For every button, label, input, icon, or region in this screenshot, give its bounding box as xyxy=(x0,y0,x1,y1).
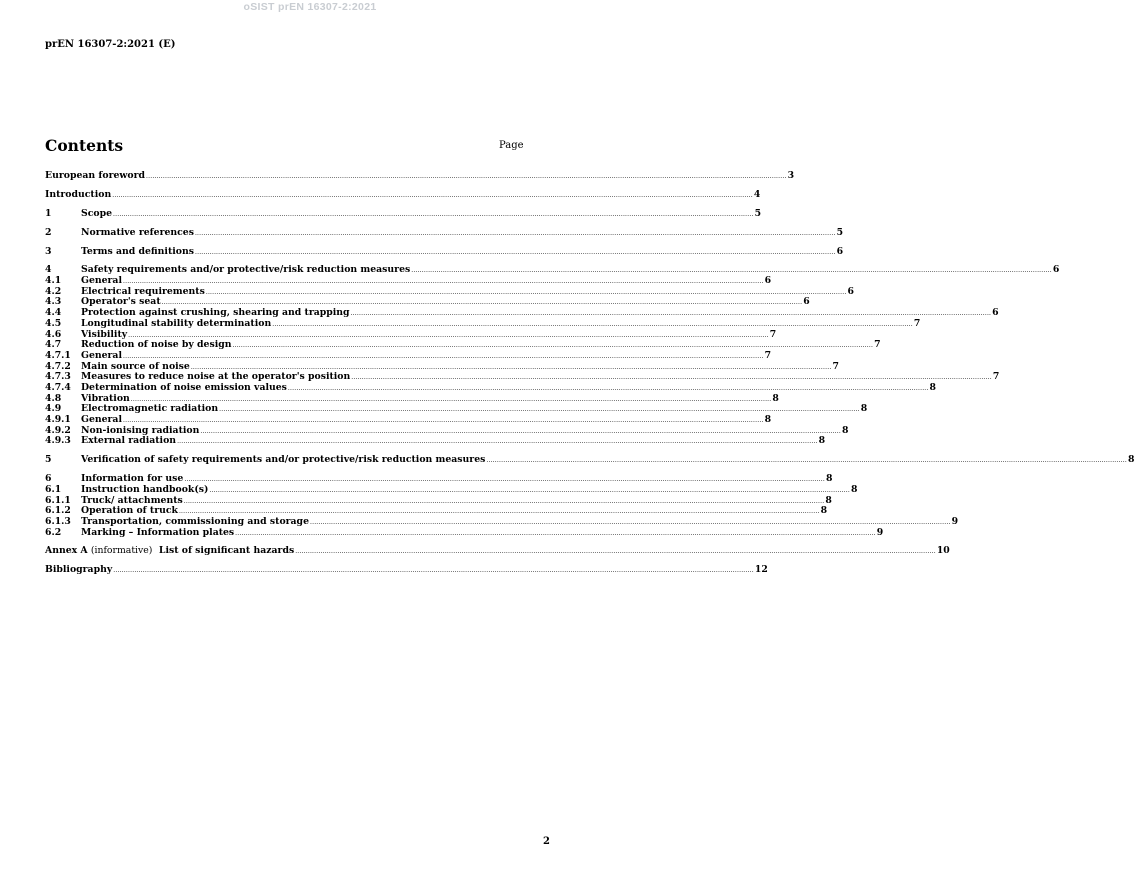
toc-entry[interactable] xyxy=(45,285,854,297)
toc-entry[interactable] xyxy=(45,264,1060,276)
toc-entry[interactable] xyxy=(45,317,921,329)
toc-entry[interactable] xyxy=(45,403,868,415)
toc-entry-title: Truck/ attachments xyxy=(81,494,183,506)
toc-entry-title: Operation of truck xyxy=(81,505,178,517)
toc-entry-page: 3 xyxy=(787,170,795,181)
dot-leader xyxy=(113,211,754,218)
toc-entry-number: 6.1 xyxy=(45,483,62,495)
toc-entry-page: 8 xyxy=(764,414,772,425)
toc-entry-title: General xyxy=(81,275,122,287)
toc-entry-page: 10 xyxy=(936,545,950,557)
toc-entry-title: Operator's seat xyxy=(81,296,161,308)
toc-entry-title: Vibration xyxy=(81,392,130,404)
toc-entry-number: 6.2 xyxy=(45,526,62,538)
toc-entry-number: 4.7.2 xyxy=(45,360,71,372)
toc-entry[interactable] xyxy=(45,414,772,425)
toc-entry[interactable] xyxy=(45,360,839,372)
dot-leader xyxy=(184,476,825,483)
dot-leader xyxy=(411,267,1052,274)
toc-entry-page: 6 xyxy=(1052,264,1060,276)
table-of-contents xyxy=(45,170,1134,576)
dot-leader xyxy=(351,374,992,381)
dot-leader xyxy=(146,173,787,180)
toc-entry[interactable] xyxy=(45,494,832,506)
dot-leader xyxy=(123,353,764,360)
toc-entry-title: Normative references xyxy=(81,226,194,238)
toc-entry-page: 7 xyxy=(832,360,839,372)
toc-entry-page: 5 xyxy=(836,226,844,238)
dot-leader xyxy=(232,342,873,349)
annex-title: List of significant hazards xyxy=(158,545,295,557)
toc-entry-title: Instruction handbook(s) xyxy=(81,483,209,495)
dot-leader xyxy=(128,332,769,339)
toc-entry[interactable] xyxy=(45,170,795,181)
toc-entry-page: 9 xyxy=(951,515,959,527)
dot-leader xyxy=(162,299,803,306)
dot-leader xyxy=(195,249,836,256)
toc-entry-number: 4.7 xyxy=(45,339,62,351)
toc-entry-page: 7 xyxy=(913,317,921,329)
toc-entry-page: 5 xyxy=(754,207,762,219)
dot-leader xyxy=(288,385,929,392)
toc-entry-page: 8 xyxy=(772,392,779,404)
dot-leader xyxy=(191,364,832,371)
dot-leader xyxy=(112,192,753,199)
page-number: 2 xyxy=(543,836,550,847)
dot-leader xyxy=(295,548,936,555)
toc-entry-title: General xyxy=(81,349,122,361)
annex-informative: (informative) xyxy=(90,545,153,557)
toc-entry-title: Verification of safety requirements and/or protective/risk reduction measures xyxy=(81,454,486,466)
toc-entry-number: 4.2 xyxy=(45,285,62,297)
toc-entry-number: 4.9 xyxy=(45,403,62,415)
toc-entry-number: 4.9.1 xyxy=(45,414,71,425)
toc-entry-title: Introduction xyxy=(45,188,112,200)
toc-entry[interactable] xyxy=(45,483,858,495)
toc-entry-page: 7 xyxy=(764,349,772,361)
toc-entry[interactable] xyxy=(45,381,937,393)
dot-leader xyxy=(113,567,754,574)
toc-entry-page: 8 xyxy=(818,435,826,447)
toc-entry[interactable] xyxy=(45,226,844,238)
dot-leader xyxy=(123,417,764,424)
toc-entry-annex-a[interactable] xyxy=(45,545,950,557)
toc-entry-number: 4.5 xyxy=(45,317,62,329)
toc-entry-title: Measures to reduce noise at the operator's position xyxy=(81,371,351,383)
toc-entry[interactable] xyxy=(45,435,826,447)
toc-entry-number: 4.4 xyxy=(45,307,62,319)
toc-entry[interactable] xyxy=(45,505,828,517)
toc-entry-title: Terms and definitions xyxy=(81,245,194,257)
toc-entry-page: 8 xyxy=(1127,454,1134,466)
toc-entry-title: General xyxy=(81,414,122,425)
toc-entry[interactable] xyxy=(45,188,761,200)
toc-entry[interactable] xyxy=(45,328,777,340)
toc-entry[interactable] xyxy=(45,392,779,404)
toc-entry-title: Determination of noise emission values xyxy=(81,381,287,393)
toc-entry-number: 4.7.1 xyxy=(45,349,71,361)
toc-entry-number: 4.7.3 xyxy=(45,371,71,383)
toc-entry-title: Non-ionising radiation xyxy=(81,424,200,436)
dot-leader xyxy=(177,438,818,445)
toc-entry-number: 6.1.3 xyxy=(45,515,71,527)
toc-entry-page: 6 xyxy=(992,307,999,319)
dot-leader xyxy=(235,530,876,537)
toc-entry-title: Protection against crushing, shearing and trapping xyxy=(81,307,350,319)
toc-entry-title: Scope xyxy=(81,207,112,219)
dot-leader xyxy=(272,321,913,328)
toc-entry-title: Main source of noise xyxy=(81,360,190,372)
dot-leader xyxy=(179,508,820,515)
toc-entry-page: 6 xyxy=(847,285,854,297)
toc-entry[interactable] xyxy=(45,454,1134,466)
toc-entry-title xyxy=(45,545,294,556)
dot-leader xyxy=(310,519,951,526)
toc-entry-page: 6 xyxy=(803,296,810,308)
toc-entry[interactable] xyxy=(45,371,1000,383)
toc-entry-page: 8 xyxy=(841,424,849,436)
toc-entry-page: 8 xyxy=(860,403,868,415)
toc-entry-page: 8 xyxy=(825,494,832,506)
toc-entry[interactable] xyxy=(45,526,884,538)
annex-label: Annex A xyxy=(45,545,88,557)
toc-entry-number: 1 xyxy=(45,207,52,219)
dot-leader xyxy=(219,406,860,413)
toc-entry-page: 7 xyxy=(992,371,1000,383)
toc-entry[interactable] xyxy=(45,515,959,527)
dot-leader xyxy=(351,310,992,317)
toc-entry-number: 4.9.2 xyxy=(45,424,71,436)
dot-leader xyxy=(195,230,836,237)
toc-entry[interactable] xyxy=(45,339,881,351)
toc-entry[interactable] xyxy=(45,245,844,257)
toc-entry-page: 6 xyxy=(836,245,844,257)
toc-entry-page: 12 xyxy=(754,564,768,576)
toc-entry-number: 6.1.1 xyxy=(45,494,71,506)
toc-entry-title: Electromagnetic radiation xyxy=(81,403,219,415)
toc-entry-page: 6 xyxy=(764,275,772,287)
dot-leader xyxy=(206,289,847,296)
toc-entry-number: 3 xyxy=(45,245,52,257)
toc-entry[interactable] xyxy=(45,307,999,319)
toc-entry-page: 7 xyxy=(874,339,881,351)
toc-entry-number: 4.9.3 xyxy=(45,435,71,447)
toc-entry-page: 8 xyxy=(825,473,833,485)
dot-leader xyxy=(131,396,772,403)
toc-entry[interactable] xyxy=(45,296,810,308)
toc-entry-page: 7 xyxy=(769,328,777,340)
toc-entry-number: 4.1 xyxy=(45,275,62,287)
toc-entry-title: Safety requirements and/or protective/risk reduction measures xyxy=(81,264,411,276)
dot-leader xyxy=(123,278,764,285)
toc-entry-number: 6.1.2 xyxy=(45,505,71,517)
contents-title: Contents xyxy=(45,136,124,155)
toc-entry-number: 4.3 xyxy=(45,296,62,308)
toc-entry-bibliography[interactable] xyxy=(45,564,768,576)
toc-entry-title: Marking – Information plates xyxy=(81,526,235,538)
toc-entry-number: 4.6 xyxy=(45,328,62,340)
toc-entry[interactable] xyxy=(45,349,772,361)
dot-leader xyxy=(486,457,1127,464)
dot-leader xyxy=(209,487,850,494)
dot-leader xyxy=(200,428,841,435)
toc-entry[interactable] xyxy=(45,275,772,287)
toc-entry-number: 4.7.4 xyxy=(45,381,71,393)
toc-entry-number: 4 xyxy=(45,264,52,276)
toc-entry-number: 4.8 xyxy=(45,392,62,404)
toc-entry[interactable] xyxy=(45,207,762,219)
toc-entry-page: 8 xyxy=(929,381,937,393)
toc-entry-page: 8 xyxy=(851,483,858,495)
toc-entry-title: Transportation, commissioning and storage xyxy=(81,515,309,527)
watermark: oSIST prEN 16307-2:2021 xyxy=(243,1,377,13)
toc-entry-title: Electrical requirements xyxy=(81,285,205,297)
dot-leader xyxy=(184,498,825,505)
document-id: prEN 16307-2:2021 (E) xyxy=(45,39,176,50)
page-column-label: Page xyxy=(499,140,524,151)
toc-entry-title: Longitudinal stability determination xyxy=(81,317,272,329)
toc-entry-title: External radiation xyxy=(81,435,177,447)
toc-entry-number: 2 xyxy=(45,226,52,238)
toc-entry-title: Visibility xyxy=(81,328,128,340)
toc-entry-title: Bibliography xyxy=(45,564,113,576)
toc-entry-number: 5 xyxy=(45,454,52,466)
toc-entry-page: 8 xyxy=(820,505,828,517)
toc-entry-number: 6 xyxy=(45,473,52,485)
toc-entry[interactable] xyxy=(45,473,833,485)
toc-entry-title: Information for use xyxy=(81,473,184,485)
toc-entry[interactable] xyxy=(45,424,849,436)
toc-entry-page: 4 xyxy=(753,188,761,200)
toc-entry-page: 9 xyxy=(876,526,884,538)
toc-entry-title: European foreword xyxy=(45,170,145,181)
toc-entry-title: Reduction of noise by design xyxy=(81,339,232,351)
